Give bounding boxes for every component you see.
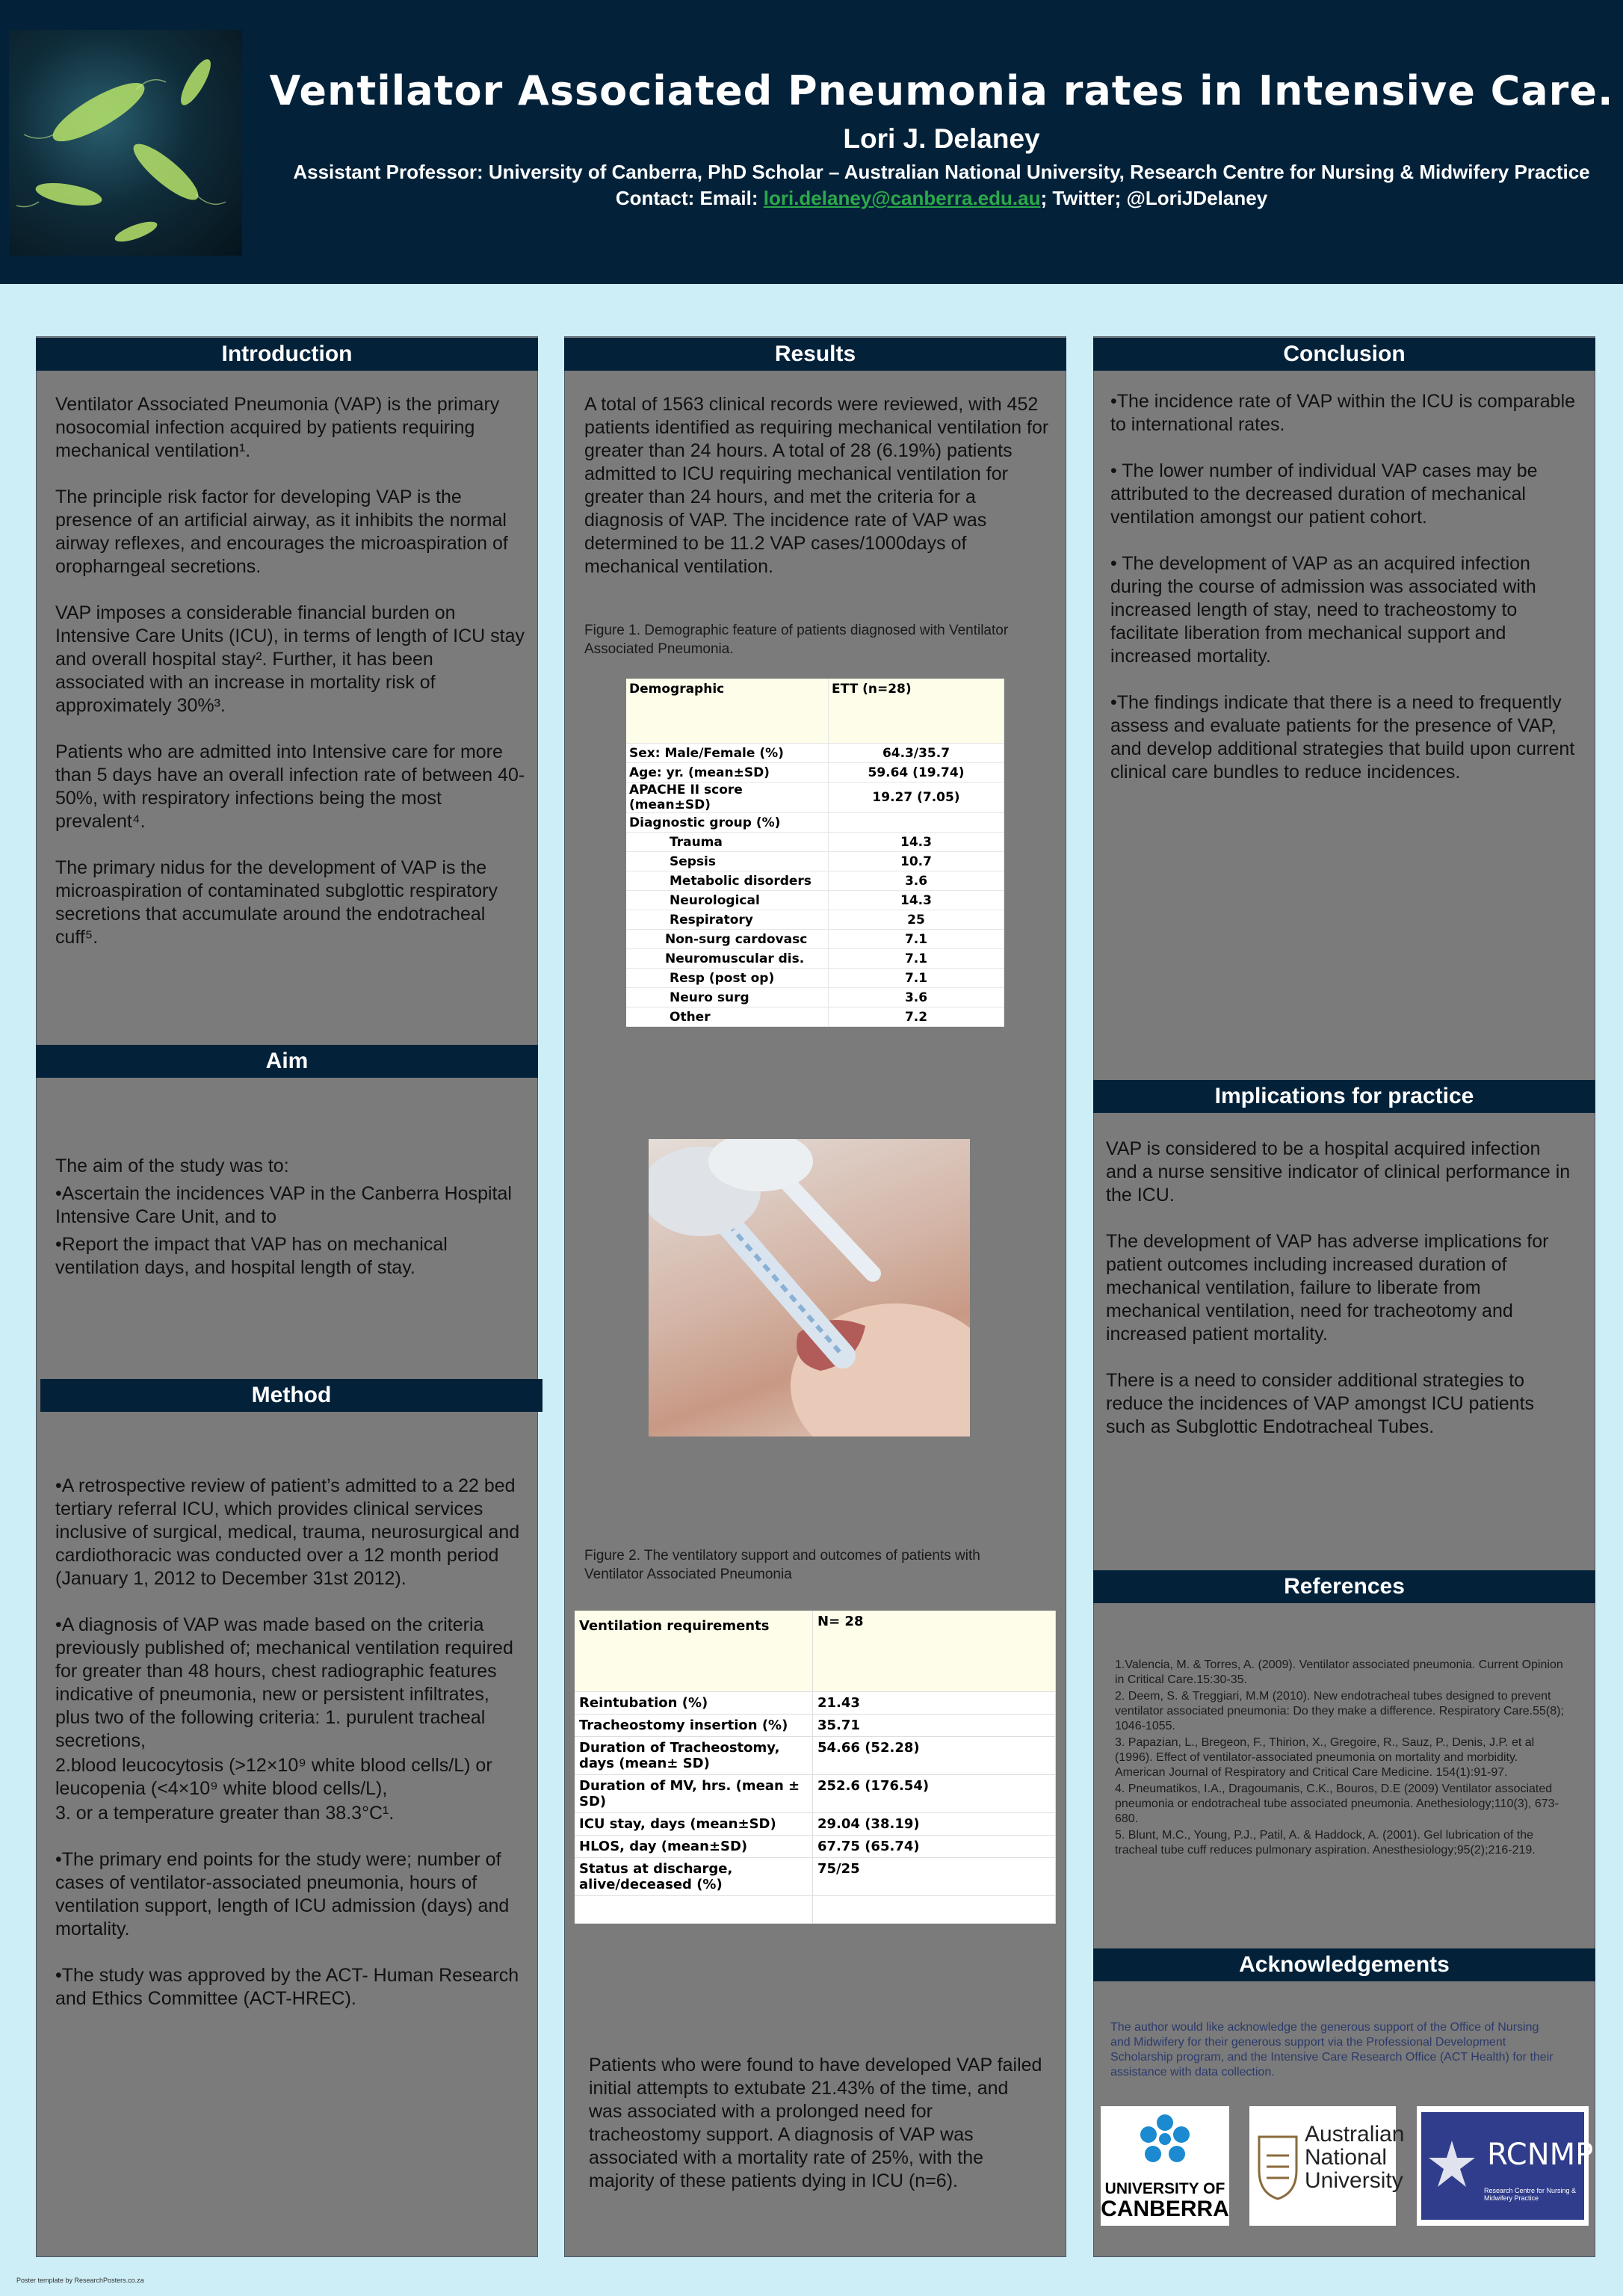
demographics-table <box>626 679 1004 1027</box>
table-cell: Respiratory <box>626 910 829 930</box>
reference-item: 2. Deem, S. & Treggiari, M.M (2010). New endotracheal tubes designed to prevent ventilator associated pneumonia: Do they make a difference. Respiratory Care.55(8); 1046-1055. <box>1115 1690 1564 1732</box>
table-cell: 21.43 <box>813 1692 1056 1715</box>
implications-paragraph: VAP is considered to be a hospital acquired infection and a nurse sensitive indicator of clinical performance in the ICU. <box>1106 1138 1571 1206</box>
table-cell: 3.6 <box>829 871 1004 891</box>
table-cell <box>813 1896 1056 1924</box>
table-row <box>626 852 1004 871</box>
references-heading: References <box>1093 1570 1595 1603</box>
introduction-heading: Introduction <box>36 338 538 371</box>
table-cell: 29.04 (38.19) <box>813 1813 1056 1836</box>
table-row <box>575 1836 1056 1858</box>
method-paragraph: 3. or a temperature greater than 38.3°C¹. <box>55 1803 395 1824</box>
logo2-line: National <box>1305 2145 1388 2170</box>
introduction-body <box>55 393 526 972</box>
table-cell: 25 <box>829 910 1004 930</box>
logo1-line: CANBERRA <box>1101 2197 1229 2221</box>
table-cell: ICU stay, days (mean±SD) <box>575 1813 813 1836</box>
intro-paragraph: The principle risk factor for developing VAP is the presence of an artificial airway, as it inhibits the normal airway reflexes, and encourages the microaspiration of oropharngeal secretions. <box>55 487 508 577</box>
contact-suffix: ; Twitter; @LoriJDelaney <box>1040 187 1268 209</box>
table-cell: 54.66 (52.28) <box>813 1737 1056 1775</box>
table-cell: Resp (post op) <box>626 969 829 988</box>
table-cell <box>575 1896 813 1924</box>
table-cell: 14.3 <box>829 891 1004 910</box>
table-cell: 3.6 <box>829 988 1004 1007</box>
table-cell: Status at discharge, alive/deceased (%) <box>575 1858 813 1896</box>
aim-body <box>55 1155 526 1280</box>
results-outro: Patients who were found to have developed VAP failed initial attempts to extubate 21.43% of the time, and was associated with a prolonged need for tracheostomy support. A diagnosis of VAP was associated with a mortality rate of 25%, with the majority of these patients dying in ICU (n=6). <box>589 2055 1042 2191</box>
table-cell: Neurological <box>626 891 829 910</box>
table-cell: 64.3/35.7 <box>829 744 1004 763</box>
table-header-cell: ETT (n=28) <box>829 679 1004 744</box>
anu-wordmark <box>1305 2123 1404 2192</box>
intro-paragraph: The primary nidus for the development of VAP is the microaspiration of contaminated subglottic respiratory secretions that accumulate around the endotracheal cuff⁵. <box>55 857 498 948</box>
results-heading: Results <box>564 338 1066 371</box>
table-row <box>575 1715 1056 1737</box>
contact-prefix: Contact: Email: <box>615 187 764 209</box>
logo2-line: Australian <box>1305 2122 1405 2147</box>
aim-line: The aim of the study was to: <box>55 1155 289 1176</box>
intro-paragraph: VAP imposes a considerable financial burden on Intensive Care Units (ICU), in terms of length of ICU stay and overall hospital stay². Further, it has been associated with an increase in mortality risk of approximately 30%³. <box>55 602 525 716</box>
table-cell: Neuro surg <box>626 988 829 1007</box>
conclusion-paragraph: •The incidence rate of VAP within the ICU is comparable to international rates. <box>1110 391 1576 435</box>
table-row <box>626 763 1004 783</box>
method-body <box>55 1475 526 2034</box>
table-cell: Tracheostomy insertion (%) <box>575 1715 813 1737</box>
references-list <box>1115 1658 1571 1858</box>
table-cell: Non-surg cardovasc <box>626 930 829 949</box>
rcnmp-logo <box>1417 2106 1594 2226</box>
footer-credit: Poster template by ResearchPosters.co.za <box>16 2277 144 2284</box>
table-row <box>626 871 1004 891</box>
reference-item: 3. Papazian, L., Bregeon, F., Thirion, X., Gregoire, R., Sauz, P., Denis, J.P. et al (1996). Effect of ventilator-associated pneumonia on mortality and morbidity. American Journal of Respiratory and Critical Care Medicine. 154(1):91-97. <box>1115 1736 1535 1779</box>
table-cell: Duration of Tracheostomy, days (mean± SD) <box>575 1737 813 1775</box>
table-row <box>626 833 1004 852</box>
table-cell: 35.71 <box>813 1715 1056 1737</box>
email-link[interactable]: lori.delaney@canberra.edu.au <box>763 187 1041 209</box>
table-header-cell: Demographic <box>626 679 829 744</box>
table-cell: APACHE II score (mean±SD) <box>626 783 829 813</box>
table-cell: Metabolic disorders <box>626 871 829 891</box>
table-cell: 7.2 <box>829 1007 1004 1027</box>
university-of-canberra-logo <box>1101 2106 1229 2226</box>
table-cell: Sex: Male/Female (%) <box>626 744 829 763</box>
method-paragraph: •A diagnosis of VAP was made based on the criteria previously published of; mechanical ventilation required for greater than 48 hours, chest radiographic features indicative of pneumonia, new or persistent infiltrates, plus two of the following criteria: 1. purulent tracheal secretions, <box>55 1614 513 1751</box>
table-cell: 67.75 (65.74) <box>813 1836 1056 1858</box>
table-row <box>626 910 1004 930</box>
logo3-subtitle: Research Centre for Nursing & Midwifery Practice <box>1484 2187 1577 2202</box>
table-header-row <box>626 679 1004 744</box>
table-cell: 75/25 <box>813 1858 1056 1896</box>
table-cell: 7.1 <box>829 969 1004 988</box>
table-header-cell: N= 28 <box>813 1611 1056 1692</box>
method-paragraph: •The study was approved by the ACT- Human Research and Ethics Committee (ACT-HREC). <box>55 1965 519 2009</box>
anu-crest-icon <box>1255 2133 1300 2200</box>
logo2-line: University <box>1305 2168 1403 2193</box>
table-row <box>575 1813 1056 1836</box>
table-cell: 7.1 <box>829 930 1004 949</box>
table-cell: Age: yr. (mean±SD) <box>626 763 829 783</box>
table-row <box>626 969 1004 988</box>
intubation-photo <box>649 1139 970 1436</box>
method-paragraph: •The primary end points for the study were; number of cases of ventilator-associated pneumonia, hours of ventilation support, length of ICU admission (days) and mortality. <box>55 1849 510 1939</box>
table-row <box>626 744 1004 763</box>
table-cell: Trauma <box>626 833 829 852</box>
table-row <box>626 930 1004 949</box>
results-intro: A total of 1563 clinical records were reviewed, with 452 patients identified as requiring mechanical ventilation for greater than 24 hours. A total of 28 (6.19%) patients admitted to ICU requiring mechanical ventilation for greater than 24 hours, and met the criteria for a diagnosis of VAP. The incidence rate of VAP was determined to be 11.2 VAP cases/1000days of mechanical ventilation. <box>584 394 1049 577</box>
table-row <box>626 949 1004 969</box>
table-cell <box>829 813 1004 833</box>
logo1-line: UNIVERSITY OF <box>1104 2180 1225 2197</box>
reference-item: 1.Valencia, M. & Torres, A. (2009). Ventilator associated pneumonia. Current Opinion in Critical Care.15:30-35. <box>1115 1658 1563 1686</box>
implications-body <box>1106 1138 1577 1462</box>
table-cell: 10.7 <box>829 852 1004 871</box>
contact-line <box>262 187 1622 210</box>
method-heading: Method <box>40 1379 542 1412</box>
reference-item: 5. Blunt, M.C., Young, P.J., Patil, A. & Haddock, A. (2001). Gel lubrication of the tracheal tube cuff reduces pulmonary aspiration. Anesthesiology;95(2);216-219. <box>1115 1829 1536 1857</box>
table-row <box>626 1007 1004 1027</box>
conclusion-body <box>1110 390 1581 807</box>
table-cell: 7.1 <box>829 949 1004 969</box>
conclusion-paragraph: • The lower number of individual VAP cases may be attributed to the decreased duration of mechanical ventilation amongst our patient cohort. <box>1110 460 1538 528</box>
aim-heading: Aim <box>36 1045 538 1078</box>
table-row <box>626 783 1004 813</box>
table-cell: Neuromuscular dis. <box>626 949 829 969</box>
figure1-caption: Figure 1. Demographic feature of patients diagnosed with Ventilator Associated Pneumonia. <box>584 623 1009 657</box>
table-cell: Sepsis <box>626 852 829 871</box>
table-cell: 14.3 <box>829 833 1004 852</box>
table-cell: Reintubation (%) <box>575 1692 813 1715</box>
table-row <box>626 891 1004 910</box>
table-cell: Other <box>626 1007 829 1027</box>
conclusion-paragraph: •The findings indicate that there is a need to frequently assess and evaluate patients for the presence of VAP, and develop additional strategies that build upon current clinical care bundles to reduce incidences. <box>1110 692 1575 783</box>
table-row <box>575 1737 1056 1775</box>
acknowledgements-heading: Acknowledgements <box>1093 1948 1595 1981</box>
table-cell: 59.64 (19.74) <box>829 763 1004 783</box>
ventilation-table <box>575 1611 1056 1924</box>
table-row <box>575 1858 1056 1896</box>
table-cell: Diagnostic group (%) <box>626 813 829 833</box>
table-row <box>575 1692 1056 1715</box>
poster-header <box>0 0 1623 284</box>
intro-paragraph: Patients who are admitted into Intensive care for more than 5 days have an overall infection rate of between 40-50%, with respiratory infections being the most prevalent⁴. <box>55 741 525 832</box>
implications-heading: Implications for practice <box>1093 1080 1595 1113</box>
table-cell: HLOS, day (mean±SD) <box>575 1836 813 1858</box>
conclusion-paragraph: • The development of VAP as an acquired infection during the course of admission was associated with increased length of stay, need to tracheostomy to facilitate liberation from mechanical support and increased mortality. <box>1110 553 1536 667</box>
table-row-empty <box>575 1896 1056 1924</box>
intro-paragraph: Ventilator Associated Pneumonia (VAP) is the primary nosocomial infection acquired by patients requiring mechanical ventilation¹. <box>55 394 500 461</box>
aim-line: •Ascertain the incidences VAP in the Canberra Hospital Intensive Care Unit, and to <box>55 1183 512 1227</box>
aim-line: •Report the impact that VAP has on mechanical ventilation days, and hospital length of stay. <box>55 1234 448 1278</box>
method-paragraph: 2.blood leucocytosis (>12×10⁹ white blood cells/L) or leucopenia (<4×10⁹ white blood cells/L), <box>55 1755 492 1799</box>
canberra-emblem-icon <box>1101 2106 1229 2181</box>
table-row <box>626 988 1004 1007</box>
conclusion-heading: Conclusion <box>1093 338 1595 371</box>
author-name: Lori J. Delaney <box>843 123 1040 154</box>
table-cell: 19.27 (7.05) <box>829 783 1004 813</box>
reference-item: 4. Pneumatikos, I.A., Dragoumanis, C.K., Bouros, D.E (2009) Ventilator associated pneumonia or endotracheal tube associated pneumonia. Anethesiology;110(3), 673-680. <box>1115 1783 1559 1825</box>
star-emblem-icon <box>1426 2139 1478 2191</box>
implications-paragraph: The development of VAP has adverse implications for patient outcomes including increased duration of mechanical ventilation, failure to liberate from mechanical ventilation, need for tracheotomy and increased patient mortality. <box>1106 1231 1549 1345</box>
logo3-title: RCNMP <box>1487 2138 1594 2172</box>
method-paragraph: •A retrospective review of patient’s admitted to a 22 bed tertiary referral ICU, which provides clinical services inclusive of surgical, medical, trauma, neurosurgical and cardiothoracic was conducted over a 12 month period (January 1, 2012 to December 31st 2012). <box>55 1475 520 1589</box>
bacteria-image <box>9 30 242 256</box>
table-row <box>575 1775 1056 1813</box>
poster-title: Ventilator Associated Pneumonia rates in Intensive Care. <box>269 67 1614 114</box>
figure2-caption: Figure 2. The ventilatory support and outcomes of patients with Ventilator Associated Pneumonia <box>584 1548 980 1582</box>
anu-logo <box>1249 2106 1405 2226</box>
table-cell: 252.6 (176.54) <box>813 1775 1056 1813</box>
table-cell: Duration of MV, hrs. (mean ± SD) <box>575 1775 813 1813</box>
table-header-row <box>575 1611 1056 1692</box>
implications-paragraph: There is a need to consider additional strategies to reduce the incidences of VAP amongst ICU patients such as Subglottic Endotracheal Tubes. <box>1106 1370 1535 1437</box>
author-affiliation: Assistant Professor: University of Canberra, PhD Scholar – Australian National University, Research Centre for Nursing & Midwifery Practice <box>293 161 1590 183</box>
table-row <box>626 813 1004 833</box>
table-header-cell: Ventilation requirements <box>575 1611 813 1692</box>
acknowledgements-text: The author would like acknowledge the generous support of the Office of Nursing and Midwifery for their generous support via the Professional Development Scholarship program, and the Intensive Care Research Office (ACT Health) for their assistance with data collection. <box>1110 2021 1554 2079</box>
